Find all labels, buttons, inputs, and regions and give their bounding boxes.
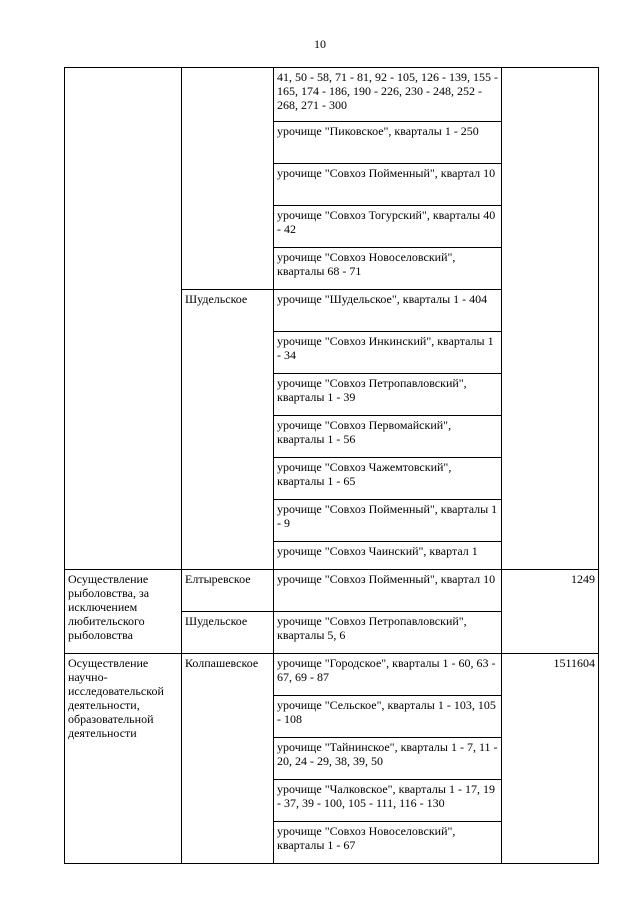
district-cell: Шудельское [182, 290, 274, 570]
activity-cell: Осуществление научно-исследовательской деятельности, образовательной деятельности [65, 654, 182, 864]
location-cell: урочище "Совхоз Чаинский", квартал 1 [274, 542, 502, 570]
location-cell: урочище "Совхоз Пойменный", квартал 10 [274, 570, 502, 612]
district-cell: Елтыревское [182, 570, 274, 612]
table-row [65, 68, 599, 122]
location-cell: урочище "Совхоз Новоселовский", кварталы 68 - 71 [274, 248, 502, 290]
location-cell: 41, 50 - 58, 71 - 81, 92 - 105, 126 - 139, 155 - 165, 174 - 186, 190 - 226, 230 - 248, 252 - 268, 271 - 300 [274, 68, 502, 122]
location-cell: урочище "Совхоз Петропавловский", кварталы 5, 6 [274, 612, 502, 654]
location-cell: урочище "Пиковское", кварталы 1 - 250 [274, 122, 502, 164]
area-cell: 1511604 [502, 654, 599, 864]
district-cell: Шудельское [182, 612, 274, 654]
location-cell: урочище "Тайнинское", кварталы 1 - 7, 11 - 20, 24 - 29, 38, 39, 50 [274, 738, 502, 780]
table-row [65, 570, 599, 612]
location-cell: урочище "Совхоз Тогурский", кварталы 40 - 42 [274, 206, 502, 248]
location-cell: урочище "Совхоз Петропавловский", кварталы 1 - 39 [274, 374, 502, 416]
activity-cell: Осуществление рыболовства, за исключением любительского рыболовства [65, 570, 182, 654]
location-cell: урочище "Совхоз Пойменный", квартал 10 [274, 164, 502, 206]
area-cell [502, 68, 599, 570]
location-cell: урочище "Совхоз Первомайский", кварталы 1 - 56 [274, 416, 502, 458]
location-cell: урочище "Сельское", кварталы 1 - 103, 105 - 108 [274, 696, 502, 738]
area-cell: 1249 [502, 570, 599, 654]
page-number: 10 [314, 37, 326, 51]
location-cell: урочище "Совхоз Пойменный", кварталы 1 - 9 [274, 500, 502, 542]
district-cell: Колпашевское [182, 654, 274, 864]
location-cell: урочище "Шудельское", кварталы 1 - 404 [274, 290, 502, 332]
activity-cell [65, 68, 182, 570]
district-cell [182, 68, 274, 290]
location-cell: урочище "Совхоз Чажемтовский", кварталы 1 - 65 [274, 458, 502, 500]
location-cell: урочище "Чалковское", кварталы 1 - 17, 19 - 37, 39 - 100, 105 - 111, 116 - 130 [274, 780, 502, 822]
table-row [65, 654, 599, 696]
location-cell: урочище "Городское", кварталы 1 - 60, 63 - 67, 69 - 87 [274, 654, 502, 696]
location-cell: урочище "Совхоз Инкинский", кварталы 1 - 34 [274, 332, 502, 374]
forest-areas-table [64, 67, 599, 864]
location-cell: урочище "Совхоз Новоселовский", кварталы 1 - 67 [274, 822, 502, 864]
